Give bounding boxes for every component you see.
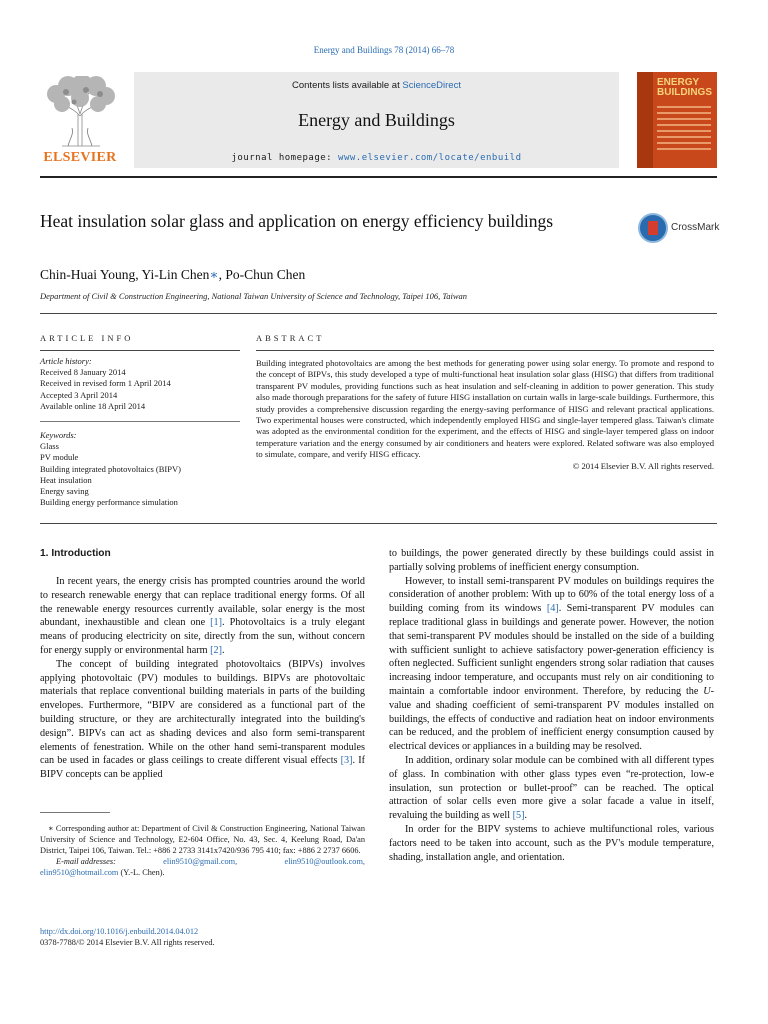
doi-block [40,926,215,948]
paragraph: The concept of building integrated photovoltaics (BIPVs) involves applying photovoltaic (PV) modules to buildings. BIPVs are photovoltaic materials that replace conventional building materials in parts of the building envelopes. Furthermore, “BIPV are considered as a functional part of the building structure, or they are architecturally integrated into the building's design”. BIPVs can act as shading devices and also form semi-transparent elements of fenestration. While on the other hand semi-transparent modules can be used in facades or glass ceilings to create different visual effects [3]. If BIPV concepts can be applied [40,658,365,781]
article-info [40,356,240,508]
authors-part-1: Chin-Huai Young, Yi-Lin Chen [40,267,210,282]
reference-link[interactable]: [3] [340,755,353,767]
keyword: Building energy performance simulation [40,497,178,508]
contents-prefix: Contents lists available at [292,80,403,91]
keyword: Energy saving [40,486,89,497]
journal-homepage [134,153,619,163]
journal-name: Energy and Buildings [298,110,455,130]
cover-strip [637,72,653,168]
corresponding-author-mark[interactable]: ∗ [209,267,219,282]
online-date: Available online 18 April 2014 [40,400,146,411]
author-affiliation: Department of Civil & Construction Engineering, National Taiwan University of Science and Technology, Taipei 106, Taiwan [40,291,468,301]
email-row-2: elin9510@hotmail.com (Y.-L. Chen). [40,868,165,877]
affiliation-rule [40,313,717,314]
abstract-label: ABSTRACT [256,333,325,343]
keyword: Heat insulation [40,474,92,485]
journal-cover-thumbnail[interactable] [637,72,717,168]
history-divider [40,412,240,422]
email-label: E-mail addresses: [56,857,116,866]
keyword: Building integrated photovoltaics (BIPV) [40,463,181,474]
paragraph: to buildings, the power generated directly by these buildings could assist in partially solving problems of inefficient energy consumption. [389,548,714,573]
elsevier-logo[interactable] [40,72,120,166]
accepted-date: Accepted 3 April 2014 [40,389,118,400]
elsevier-wordmark: ELSEVIER [43,150,117,165]
paragraph: In recent years, the energy crisis has prompted countries around the world to research renewable energy that can replace traditional energy forms. Of all the renewable energy resources currently available, solar energy is the most abundant, inexhaustible and clean one [1]. Photovoltaics is a truly elegant means of producing electricity on site, directly from the sun, without concern for energy supply or environmental harm [2]. [40,576,365,656]
abstract-bottom-rule [40,523,717,524]
paragraph: In addition, ordinary solar module can be combined with all different types of glass. In combination with other glass types even “re-protection, low-e insulation, sun protection or bullet-proof” can be reached. The optical attraction of solar cells even more give a solar facade a value in itself, revaluing the building as well [5]. [389,754,714,822]
sciencedirect-link[interactable]: ScienceDirect [402,80,461,91]
homepage-link[interactable]: www.elsevier.com/locate/enbuild [338,153,522,163]
journal-header [40,70,717,170]
issn-copyright: 0378-7788/© 2014 Elsevier B.V. All rights reserved. [40,938,215,947]
contents-line [134,80,619,91]
article-info-label: ARTICLE INFO [40,333,134,343]
email-link[interactable]: elin9510@gmail.com, [163,857,238,866]
email-link[interactable]: elin9510@hotmail.com [40,868,119,877]
cover-title-line-2: BUILDINGS [657,87,712,98]
authors-part-2: , Po-Chun Chen [218,267,306,282]
elsevier-tree-icon [42,76,118,148]
corresponding-author-footnote [40,823,365,878]
history-label: Article history: [40,356,92,366]
paragraph: In order for the BIPV systems to achieve multifunctional roles, various factors need to be taken into account, such as the PV's module temperature, shading, installation angle, and orientation. [389,823,714,863]
received-date: Received 8 January 2014 [40,367,126,378]
abstract-rule [256,350,714,351]
journal-banner [134,72,619,168]
homepage-prefix: journal homepage: [231,153,339,163]
crossmark-badge[interactable] [638,213,720,243]
crossmark-label: CrossMark [671,222,720,233]
abstract-copyright: © 2014 Elsevier B.V. All rights reserved. [572,460,714,471]
cover-title-line-1: ENERGY [657,77,700,88]
reference-link[interactable]: [4] [546,603,559,615]
paragraph: However, to install semi-transparent PV modules on buildings requires the consideration of another problem: With up to 60% of the total energy loss of a building coming from its windows [4]. Semi-transparent PV modules can replace traditional glass in buildings and generate power. However, the notion that semi-transparent PV modules should be installed on the side of a building with sufficient sunlight to achieve satisfactory power-generation efficiency is often neglected. Sufficient sunlight engenders strong solar radiation that causes increasing indoor temperature, and occupants must rely on air conditioning to maintain a comfortable indoor environment. Therefore, by reducing the U-value and shading coefficient of semi-transparent PV modules installed on buildings, the effects of conductive and radiation heat on indoor environments can be reduced, and the problem of inefficient energy consumption caused by electrical devices or appliances in a building may be resolved. [389,575,714,753]
email-link[interactable]: elin9510@outlook.com, [284,857,365,866]
keyword: Glass [40,441,59,452]
cover-decoration [657,106,711,154]
journal-citation[interactable]: Energy and Buildings 78 (2014) 66–78 [313,45,455,55]
doi-link[interactable]: http://dx.doi.org/10.1016/j.enbuild.2014.04.012 [40,927,199,936]
footnote-rule [40,812,110,813]
introduction-heading: 1. Introduction [40,548,111,559]
reference-link[interactable]: [5] [512,810,525,822]
header-rule [40,176,717,178]
abstract-text: Building integrated photovoltaics are among the best methods for generating power using solar energy. To promote and respond to the concept of BIPVs, this study developed a type of multi-functional heat insulation solar glass (HISG) that differs from traditional transparent PV modules, providing functions such as heat insulation and self-cleaning in addition to power generation. This study also made thorough preparations for the safety of future HISG installation on curtain walls in large-scale buildings. Furthermore, this study provides a comprehensive discussion regarding the energy-saving performance of HISG and relevant practical applications. Two experimental houses were constructed, which independently employed HISG and single-layer tempered glass. Taiwan's climate was adopted as the environmental condition for the experiment, and the effects of HISG and single-layer tempered glass on indoor temperature variation and the energy consumed by air conditioners and heaters were explored. Related software was also employed to simulate, compare, and verify HISG efficacy. [256,358,714,460]
abstract [256,358,714,472]
keywords-label: Keywords: [40,430,77,441]
body-column-left [40,575,365,782]
crossmark-icon [638,213,668,243]
body-column-right [389,547,714,864]
reference-link[interactable]: [2] [210,644,223,656]
revised-date: Received in revised form 1 April 2014 [40,378,171,389]
author-list [40,267,305,283]
article-info-rule [40,350,240,351]
reference-link[interactable]: [1] [210,617,223,629]
keyword: PV module [40,452,79,463]
corresponding-author-note: ∗ Corresponding author at: Department of Civil & Construction Engineering, National Taiwan University of Science and Technology, E2-604 Office, No. 43, Sec. 4, Keelung Road, Da'an District, Taipei 106, Taiwan. Tel.: +886 2 2733 3141x7420/936 795 410; fax: +886 2 2737 6606. [40,824,365,855]
cover-title [657,78,712,98]
article-title: Heat insulation solar glass and application on energy efficiency buildings [40,211,554,231]
email-row [40,856,365,867]
